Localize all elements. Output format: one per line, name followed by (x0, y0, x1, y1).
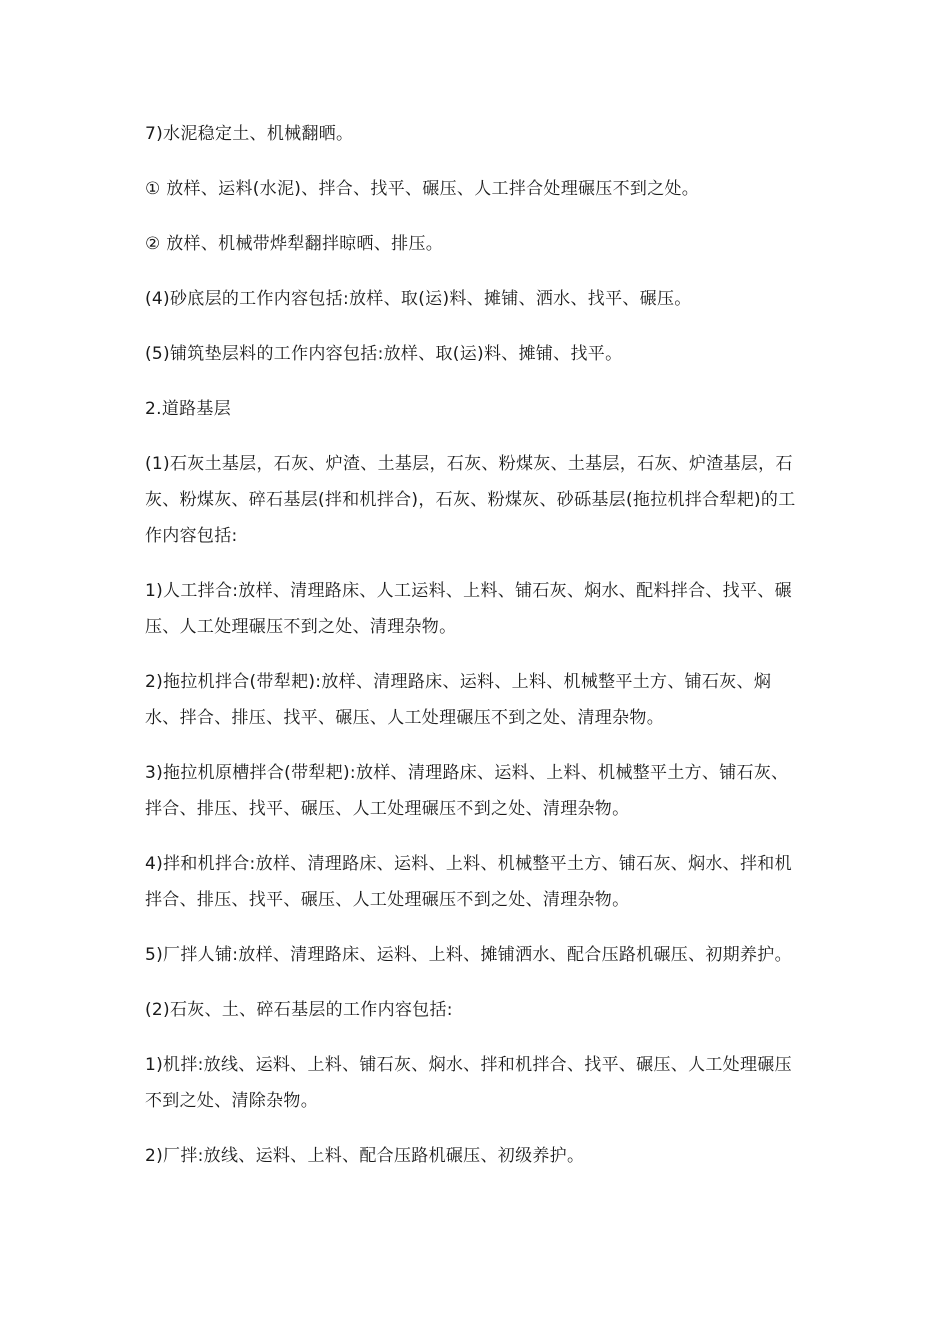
paragraph-plant-mix-manual-laying: 5)厂拌人铺:放样、清理路床、运料、上料、摊铺洒水、配合压路机碾压、初期养护。 (145, 945, 792, 965)
paragraph-tractor-mixing: 2)拖拉机拌合(带犁耙):放样、清理路床、运料、上料、机械整平土方、铺石灰、焖水、拌合、排压、找平、碾压、人工处理碾压不到之处、清理杂物。 (145, 672, 772, 728)
paragraph-step-1: ① 放样、运料(水泥)、拌合、找平、碾压、人工拌合处理碾压不到之处。 (145, 179, 700, 199)
paragraph-step-2: ② 放样、机械带烨犁翻拌晾晒、排压。 (145, 234, 444, 254)
paragraph-cushion-layer: (5)铺筑垫层料的工作内容包括:放样、取(运)料、摊铺、找平。 (145, 344, 623, 364)
paragraph-machine-mixing: 1)机拌:放线、运料、上料、铺石灰、焖水、拌和机拌合、找平、碾压、人工处理碾压不到之处、清除杂物。 (145, 1055, 792, 1111)
paragraph-tractor-trough-mixing: 3)拖拉机原槽拌合(带犁耙):放样、清理路床、运料、上料、机械整平土方、铺石灰、拌合、排压、找平、碾压、人工处理碾压不到之处、清理杂物。 (145, 763, 789, 819)
paragraph-mixer-mixing: 4)拌和机拌合:放样、清理路床、运料、上料、机械整平土方、铺石灰、焖水、拌和机拌合、排压、找平、碾压、人工处理碾压不到之处、清理杂物。 (145, 854, 792, 910)
paragraph-plant-mixing: 2)厂拌:放线、运料、上料、配合压路机碾压、初级养护。 (145, 1146, 585, 1166)
paragraph-manual-mixing: 1)人工拌合:放样、清理路床、人工运料、上料、铺石灰、焖水、配料拌合、找平、碾压、人工处理碾压不到之处、清理杂物。 (145, 581, 792, 637)
paragraph-cement-stabilized-soil: 7)水泥稳定土、机械翻晒。 (145, 124, 354, 144)
section-heading-road-base: 2.道路基层 (145, 399, 232, 419)
paragraph-lime-soil-base: (1)石灰土基层，石灰、炉渣、土基层，石灰、粉煤灰、土基层，石灰、炉渣基层，石灰、粉煤灰、碎石基层(拌和机拌合)，石灰、粉煤灰、砂砾基层(拖拉机拌合犁耙)的工作内容包括: (145, 454, 796, 546)
paragraph-sand-base: (4)砂底层的工作内容包括:放样、取(运)料、摊铺、洒水、找平、碾压。 (145, 289, 692, 309)
paragraph-lime-soil-gravel-base: (2)石灰、土、碎石基层的工作内容包括: (145, 1000, 453, 1020)
document-body (145, 116, 805, 1193)
